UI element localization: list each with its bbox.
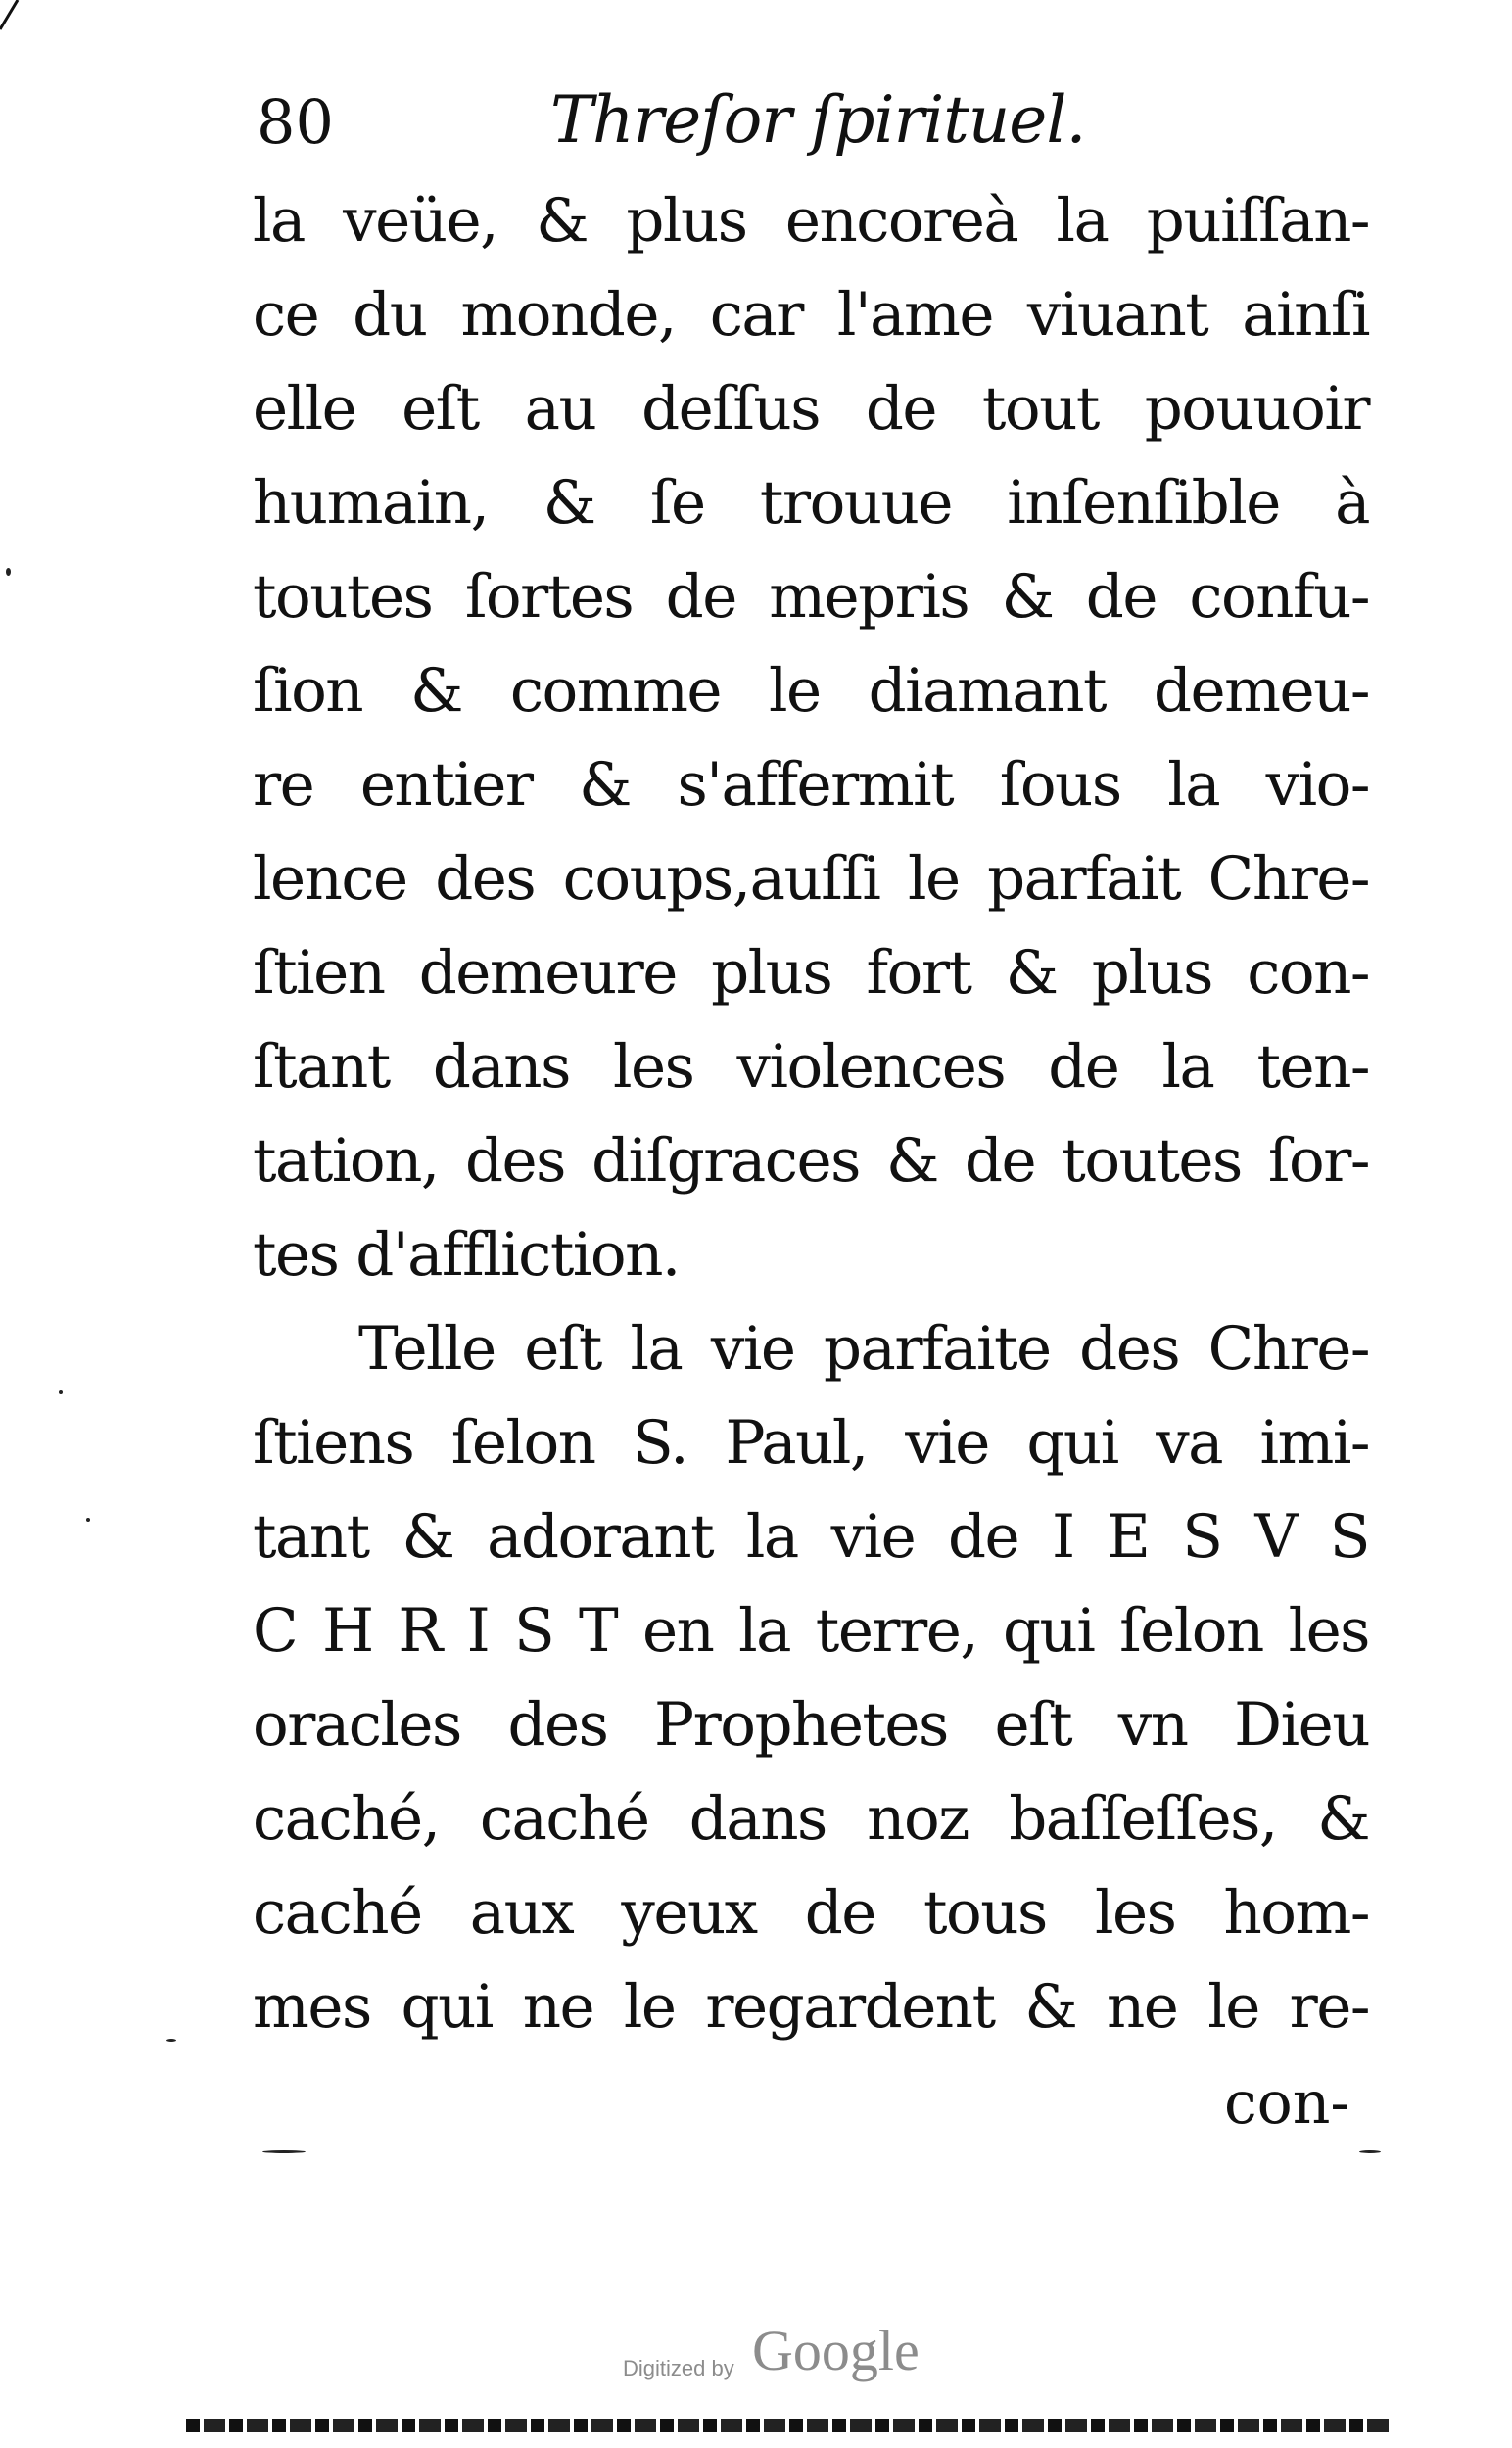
- digitized-watermark: [623, 2319, 936, 2391]
- text-line: ſtant dans les violences de la ten-: [253, 1032, 1369, 1102]
- ink-speck: [86, 1518, 90, 1522]
- text-line: re entier & s'affermit ſous la vio-: [253, 750, 1369, 820]
- text-line: oracles des Prophetes eſt vn Dieu: [253, 1690, 1369, 1760]
- scan-edge-strip: [186, 2419, 1391, 2432]
- body-text: [253, 174, 1369, 2054]
- text-line: ce du monde, car l'ame viuant ainſi: [253, 280, 1369, 350]
- torn-corner-mark: [0, 0, 39, 39]
- page-number: 80: [257, 86, 334, 158]
- text-line: caché, caché dans noz baſſeſſes, &: [253, 1784, 1369, 1854]
- text-line: toutes ſortes de mepris & de confu-: [253, 562, 1369, 632]
- page-header: [257, 78, 1373, 176]
- running-title: Threſor ſpirituel.: [550, 82, 1086, 158]
- ink-speck: [166, 2039, 176, 2042]
- ink-speck: [6, 568, 11, 576]
- google-logo: Google: [752, 2319, 920, 2382]
- watermark-prefix: Digitized by: [623, 2356, 734, 2380]
- text-line: ſion & comme le diamant demeu-: [253, 656, 1369, 726]
- text-line: caché aux yeux de tous les hom-: [253, 1878, 1369, 1948]
- text-line: tation, des diſgraces & de toutes ſor-: [253, 1126, 1369, 1196]
- text-line: C H R I S T en la terre, qui ſelon les: [253, 1596, 1369, 1666]
- text-line: elle eſt au deſſus de tout pouuoir: [253, 374, 1369, 444]
- text-line: la veüe, & plus encoreà la puiſſan-: [253, 186, 1369, 256]
- text-line: tant & adorant la vie de I E S V S: [253, 1502, 1369, 1572]
- catchword: con-: [1224, 2069, 1350, 2138]
- ink-speck: [262, 2150, 306, 2153]
- text-line: humain, & ſe trouue inſenſible à: [253, 468, 1369, 538]
- paragraph-first-line: Telle eſt la vie parfaite des Chre-: [358, 1314, 1369, 1384]
- text-line: tes d'affliction.: [253, 1220, 680, 1290]
- text-line: mes qui ne le regardent & ne le re-: [253, 1972, 1369, 2042]
- ink-speck: [1359, 2150, 1381, 2153]
- text-line: ſtien demeure plus fort & plus con-: [253, 938, 1369, 1008]
- text-line: lence des coups,auſſi le parfait Chre-: [253, 844, 1369, 914]
- ink-speck: [59, 1390, 63, 1394]
- text-line: ſtiens ſelon S. Paul, vie qui va imi-: [253, 1408, 1369, 1478]
